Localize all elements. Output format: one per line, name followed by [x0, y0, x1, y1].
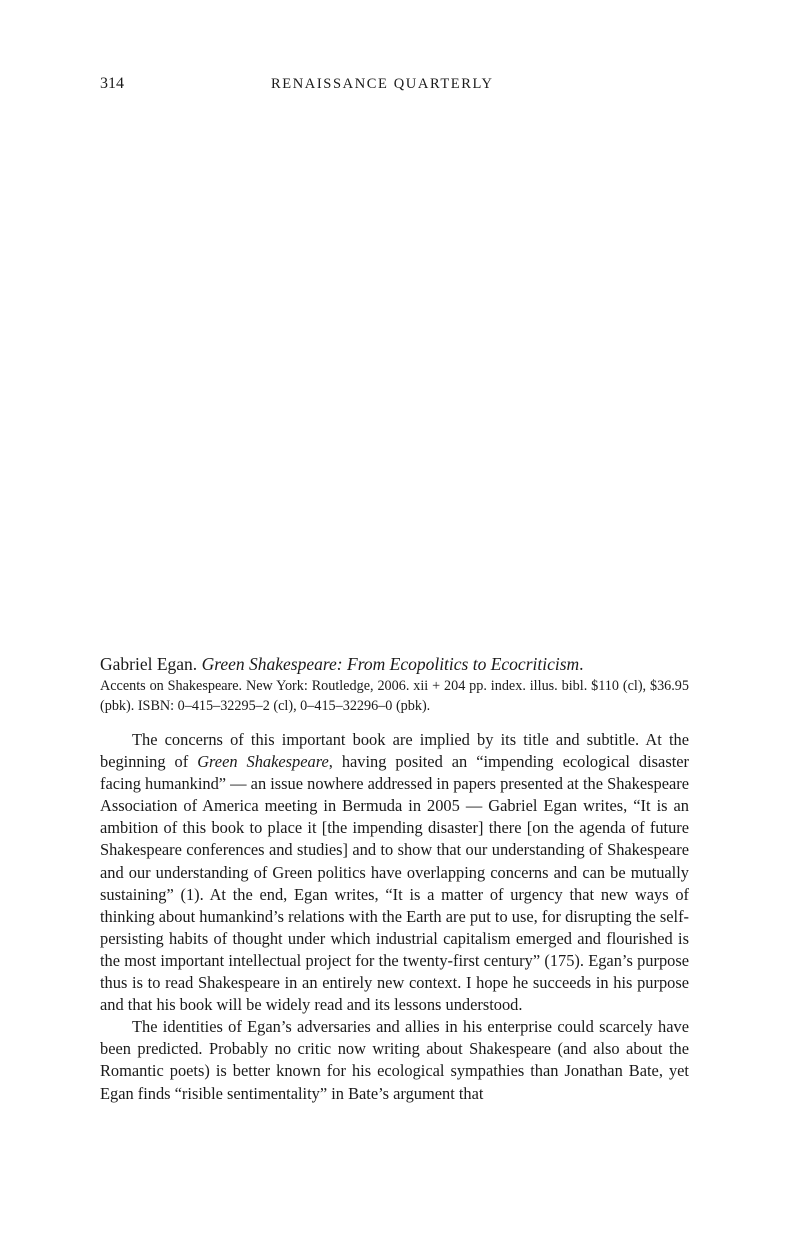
- paragraph-1-rest: , having posited an “impending ecological disaster facing humankind” — an issue nowhere addressed in papers presented at the Shakespeare Association of America meeting in Bermuda in 2005 — Gabriel Egan writes, “It is an ambition of this book to place it [the impending disaster] there [on the agenda of future Shakespeare conferences and studies] and to show that our understanding of Shakespeare and our understanding of Green politics have overlapping concerns and can be mutually sustaining” (1). At the end, Egan writes, “It is a matter of urgency that new ways of thinking about humankind’s relations with the Earth are put to use, for disrupting the self-persisting habits of thought under which industrial capitalism emerged and flourished is the most important intellectual project for the twenty-first century” (175). Egan’s purpose thus is to read Shakespeare in an entirely new context. I hope he succeeds in his purpose and that his book will be widely read and its lessons understood.: [100, 752, 689, 1015]
- review-heading: [100, 652, 689, 676]
- publication-info: Accents on Shakespeare. New York: Routledge, 2006. xii + 204 pp. index. illus. bibl. $110 (cl), $36.95 (pbk). ISBN: 0–415–32295–2 (cl), 0–415–32296–0 (pbk).: [100, 678, 689, 714]
- paragraph-2: The identities of Egan’s adversaries and allies in his enterprise could scarcely have been predicted. Probably no critic now writing about Shakespeare (and also about the Romantic poets) is better known for his ecological sympathies than Jonathan Bate, yet Egan finds “risible sentimentality” in Bate’s argument that: [100, 1017, 689, 1103]
- book-title: Green Shakespeare: From Ecopolitics to Ecocriticism: [201, 654, 580, 674]
- journal-title: RENAISSANCE QUARTERLY: [271, 76, 494, 92]
- review-body: [100, 729, 689, 1105]
- paragraph-1-italic-title: Green Shakespeare: [197, 752, 329, 772]
- paragraph-1: [100, 729, 689, 1016]
- book-author: Gabriel Egan.: [100, 654, 198, 674]
- paragraph-1-start: The concerns of this important book are implied by its title and subtitle. At the beginning of: [100, 730, 689, 772]
- title-period: .: [579, 654, 584, 674]
- book-review: [100, 652, 689, 1105]
- page-number: 314: [100, 75, 124, 92]
- running-head: [100, 74, 690, 94]
